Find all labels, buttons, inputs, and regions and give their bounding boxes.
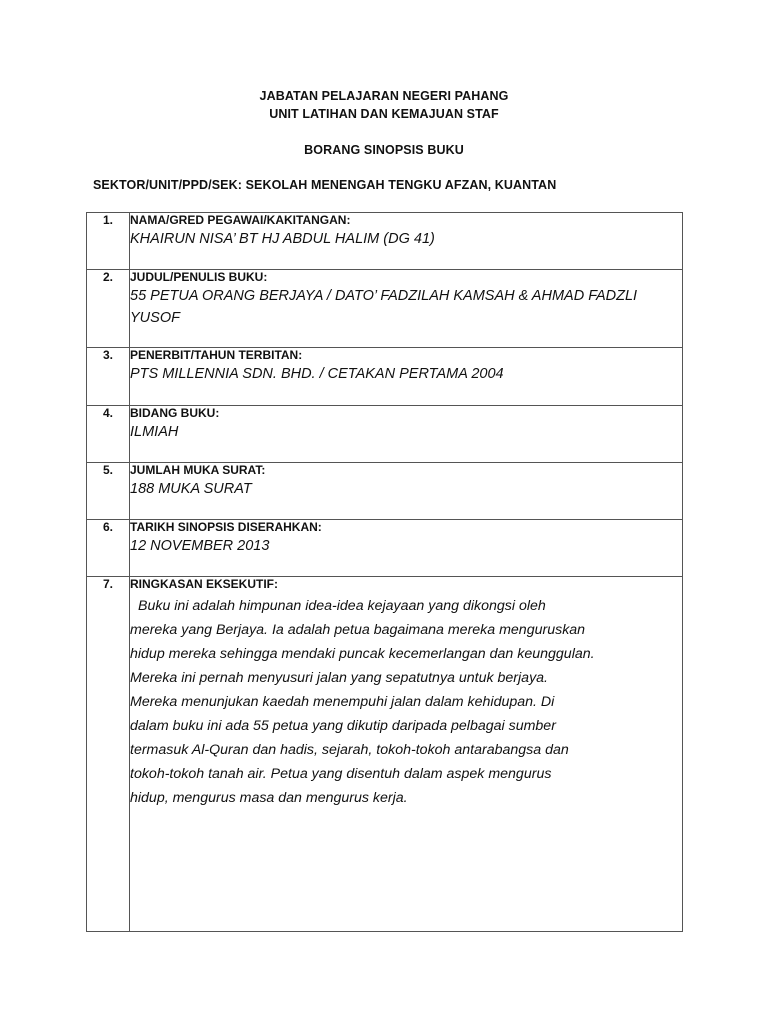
row-number: 3.	[87, 348, 130, 406]
field-label-book-title: JUDUL/PENULIS BUKU:	[130, 270, 268, 284]
summary-line: Buku ini adalah himpunan idea-idea kejayaan yang dikongsi oleh	[138, 598, 546, 614]
row-content	[130, 520, 683, 577]
row-number: 2.	[87, 270, 130, 348]
row-content	[130, 577, 683, 932]
field-value-book-title: 55 PETUA ORANG BERJAYA / DATO’ FADZILAH KAMSAH & AHMAD FADZLI YUSOF	[130, 288, 638, 326]
row-content	[130, 348, 683, 406]
table-row	[87, 406, 683, 463]
field-value-submission-date: 12 NOVEMBER 2013	[130, 538, 270, 554]
row-content	[130, 406, 683, 463]
department-title: JABATAN PELAJARAN NEGERI PAHANG	[259, 89, 509, 103]
row-content	[130, 270, 683, 348]
sector-line: SEKTOR/UNIT/PPD/SEK: SEKOLAH MENENGAH TENGKU AFZAN, KUANTAN	[93, 178, 557, 192]
summary-line: hidup, mengurus masa dan mengurus kerja.	[130, 790, 408, 806]
table-row	[87, 348, 683, 406]
synopsis-form-table	[86, 212, 683, 932]
unit-title: UNIT LATIHAN DAN KEMAJUAN STAF	[269, 107, 499, 121]
summary-line: Mereka ini pernah menyusuri jalan yang sepatutnya untuk berjaya.	[130, 670, 548, 686]
summary-line: termasuk Al-Quran dan hadis, sejarah, tokoh-tokoh antarabangsa dan	[130, 742, 569, 758]
table-row	[87, 213, 683, 270]
field-value-publisher: PTS MILLENNIA SDN. BHD. / CETAKAN PERTAMA 2004	[130, 366, 504, 382]
summary-line: dalam buku ini ada 55 petua yang dikutip daripada pelbagai sumber	[130, 718, 556, 734]
row-number: 5.	[87, 463, 130, 520]
field-value-page-count: 188 MUKA SURAT	[130, 481, 252, 497]
field-label-publisher: PENERBIT/TAHUN TERBITAN:	[130, 348, 303, 362]
field-label-page-count: JUMLAH MUKA SURAT:	[130, 463, 266, 477]
row-content	[130, 463, 683, 520]
row-number: 1.	[87, 213, 130, 270]
field-value-book-field: ILMIAH	[130, 424, 179, 440]
table-row	[87, 463, 683, 520]
field-label-staff-name: NAMA/GRED PEGAWAI/KAKITANGAN:	[130, 213, 351, 227]
table-row	[87, 520, 683, 577]
summary-line: Mereka menunjukan kaedah menempuhi jalan dalam kehidupan. Di	[130, 694, 555, 710]
field-label-book-field: BIDANG BUKU:	[130, 406, 220, 420]
field-label-executive-summary: RINGKASAN EKSEKUTIF:	[130, 577, 279, 591]
summary-line: tokoh-tokoh tanah air. Petua yang disentuh dalam aspek mengurus	[130, 766, 552, 782]
field-label-submission-date: TARIKH SINOPSIS DISERAHKAN:	[130, 520, 322, 534]
executive-summary-text	[130, 594, 682, 810]
row-content	[130, 213, 683, 270]
row-number: 6.	[87, 520, 130, 577]
form-title: BORANG SINOPSIS BUKU	[304, 143, 464, 157]
summary-line: hidup mereka sehingga mendaki puncak kecemerlangan dan keunggulan.	[130, 646, 595, 662]
field-value-staff-name: KHAIRUN NISA’ BT HJ ABDUL HALIM (DG 41)	[130, 231, 435, 247]
row-number: 7.	[87, 577, 130, 932]
summary-line: mereka yang Berjaya. Ia adalah petua bagaimana mereka menguruskan	[130, 622, 586, 638]
table-row	[87, 577, 683, 932]
row-number: 4.	[87, 406, 130, 463]
table-row	[87, 270, 683, 348]
